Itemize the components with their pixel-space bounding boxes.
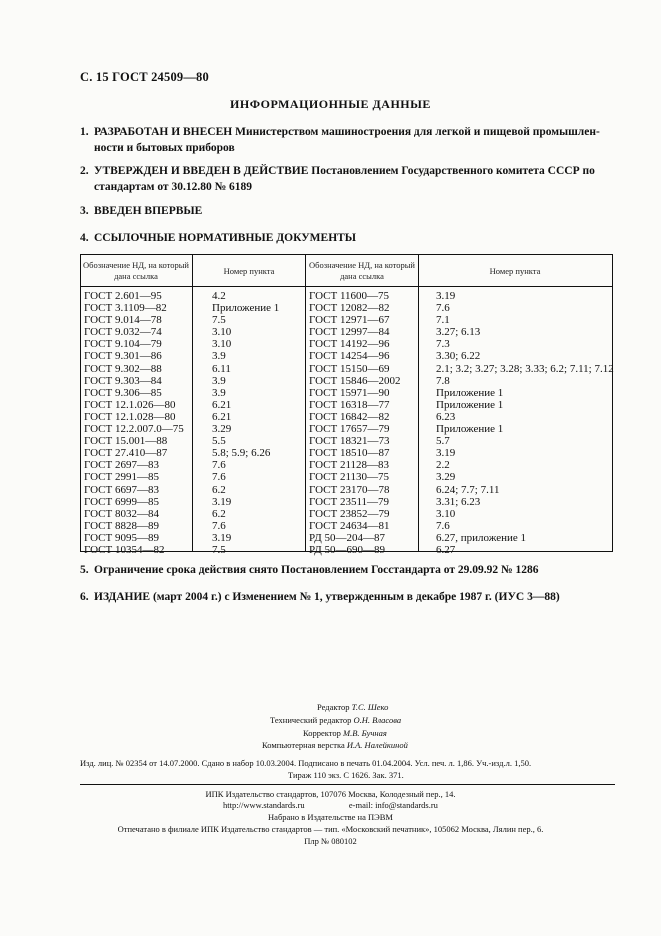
table-cell: ГОСТ 11600—75 bbox=[309, 290, 390, 302]
info-item-3 bbox=[80, 203, 620, 219]
table-cell: ГОСТ 23852—79 bbox=[309, 507, 390, 520]
table-cell: РД 50—204—87 bbox=[309, 531, 386, 544]
table-cell: 7.5 bbox=[212, 314, 226, 327]
table-column-left-doc bbox=[84, 290, 184, 556]
table-header-doc: Обозначение НД, на который дана ссылка bbox=[309, 260, 415, 281]
table-cell: РД 50—690—89 bbox=[309, 543, 386, 556]
table-cell: 3.31; 6.23 bbox=[436, 495, 481, 508]
table-header-clause: Номер пункта bbox=[489, 266, 541, 276]
publisher-contacts bbox=[0, 800, 661, 810]
table-cell: 7.6 bbox=[212, 471, 226, 484]
table-cell: ГОСТ 18321—73 bbox=[309, 435, 390, 448]
table-cell: 3.19 bbox=[212, 531, 232, 544]
table-divider-2 bbox=[305, 254, 306, 552]
table-column-right-doc bbox=[309, 290, 400, 556]
item-text-continued: ности и бытовых приборов bbox=[94, 142, 235, 154]
printing-house: Отпечатано в филиале ИПК Издательство стандартов — тип. «Московский печатник», 105062 Москва, Лялин пер., 6. bbox=[117, 824, 544, 834]
table-cell: 6.21 bbox=[212, 398, 232, 411]
table-top-rule bbox=[80, 254, 612, 255]
table-cell: 7.8 bbox=[436, 374, 450, 387]
table-cell: ГОСТ 21128—83 bbox=[309, 459, 390, 472]
item-number: 1. bbox=[80, 126, 89, 138]
table-cell: 3.29 bbox=[436, 471, 456, 484]
table-cell: ГОСТ 9.306—85 bbox=[84, 386, 162, 399]
table-cell: 3.27; 6.13 bbox=[436, 326, 481, 339]
credit-name: Т.С. Шеко bbox=[351, 702, 389, 712]
credit-proofreader bbox=[303, 728, 387, 738]
item-text: Ограничение срока действия снято Постановлением Госстандарта от 29.09.92 № 1286 bbox=[94, 564, 539, 576]
table-cell: ГОСТ 2991—85 bbox=[84, 471, 159, 484]
table-cell: ГОСТ 8828—89 bbox=[84, 519, 159, 532]
table-cell: 3.30; 6.22 bbox=[436, 350, 481, 363]
credit-name: И.А. Налейкиной bbox=[346, 740, 408, 750]
item-text: ИЗДАНИЕ (март 2004 г.) с Изменением № 1, утвержденным в декабре 1987 г. (ИУС 3—88) bbox=[94, 591, 560, 603]
table-cell: 4.2 bbox=[212, 290, 226, 302]
table-cell: 3.19 bbox=[212, 495, 232, 508]
table-cell: ГОСТ 14192—96 bbox=[309, 338, 390, 351]
table-cell: ГОСТ 23511—79 bbox=[309, 495, 390, 508]
item-text: РАЗРАБОТАН И ВНЕСЕН Министерством машиностроения для легкой и пищевой промышлен- bbox=[94, 126, 600, 138]
table-cell: ГОСТ 15846—2002 bbox=[309, 374, 401, 387]
table-cell: ГОСТ 12.2.007.0—75 bbox=[84, 423, 184, 436]
credit-name: М.В. Бучная bbox=[343, 728, 387, 738]
table-cell: 3.9 bbox=[212, 374, 226, 387]
table-cell: 5.7 bbox=[436, 435, 450, 448]
table-cell: 6.2 bbox=[212, 507, 226, 520]
table-cell: 5.5 bbox=[212, 435, 226, 448]
table-cell: ГОСТ 9095—89 bbox=[84, 531, 159, 544]
credit-role: Редактор bbox=[317, 702, 350, 712]
item-text: ССЫЛОЧНЫЕ НОРМАТИВНЫЕ ДОКУМЕНТЫ bbox=[94, 232, 357, 244]
license-number: Плр № 080102 bbox=[304, 836, 357, 846]
table-cell: 7.5 bbox=[212, 543, 226, 556]
table-cell: ГОСТ 16318—77 bbox=[309, 398, 390, 411]
table-cell: 7.1 bbox=[436, 314, 450, 327]
table-header-doc: Обозначение НД, на который дана ссылка bbox=[83, 260, 189, 281]
table-cell: Приложение 1 bbox=[212, 302, 280, 315]
info-item-4 bbox=[80, 230, 620, 246]
table-cell: ГОСТ 3.1109—82 bbox=[84, 302, 167, 315]
table-cell: ГОСТ 9.104—79 bbox=[84, 338, 162, 351]
table-cell: Приложение 1 bbox=[436, 386, 504, 399]
table-header-clause: Номер пункта bbox=[223, 266, 275, 276]
table-cell: ГОСТ 9.014—78 bbox=[84, 314, 162, 327]
table-cell: ГОСТ 6999—85 bbox=[84, 495, 159, 508]
table-cell: ГОСТ 9.301—86 bbox=[84, 350, 162, 363]
table-cell: ГОСТ 14254—96 bbox=[309, 350, 390, 363]
publisher-website: http://www.standards.ru bbox=[223, 800, 305, 810]
table-cell: 5.8; 5.9; 6.26 bbox=[212, 447, 271, 460]
item-text-continued: стандартам от 30.12.80 № 6189 bbox=[94, 181, 253, 193]
table-cell: ГОСТ 17657—79 bbox=[309, 423, 390, 436]
table-cell: 2.2 bbox=[436, 459, 450, 472]
table-cell: 3.9 bbox=[212, 350, 226, 363]
info-item-6 bbox=[80, 589, 620, 605]
table-cell: 7.6 bbox=[436, 519, 450, 532]
publisher-email: e-mail: info@standards.ru bbox=[348, 800, 438, 810]
table-cell: 3.29 bbox=[212, 423, 232, 436]
table-cell: Приложение 1 bbox=[436, 423, 504, 436]
credit-layout bbox=[262, 740, 408, 750]
table-cell: 6.27, приложение 1 bbox=[436, 531, 526, 544]
table-cell: 3.10 bbox=[212, 326, 232, 339]
item-number: 5. bbox=[80, 564, 89, 576]
table-cell: ГОСТ 12.1.026—80 bbox=[84, 398, 176, 411]
table-cell: ГОСТ 12.1.028—80 bbox=[84, 410, 176, 423]
credit-name: О.Н. Власова bbox=[353, 715, 402, 725]
page-header: С. 15 ГОСТ 24509—80 bbox=[80, 70, 209, 84]
table-cell: ГОСТ 21130—75 bbox=[309, 471, 390, 484]
table-divider-1 bbox=[192, 254, 193, 552]
table-cell: 6.23 bbox=[436, 410, 456, 423]
table-cell: ГОСТ 24634—81 bbox=[309, 519, 390, 532]
credit-tech-editor bbox=[270, 715, 401, 725]
table-cell: ГОСТ 27.410—87 bbox=[84, 447, 168, 460]
item-number: 6. bbox=[80, 591, 89, 603]
table-cell: 7.6 bbox=[212, 459, 226, 472]
table-divider-3 bbox=[418, 254, 419, 552]
section-title: ИНФОРМАЦИОННЫЕ ДАННЫЕ bbox=[230, 97, 431, 111]
item-number: 4. bbox=[80, 232, 89, 244]
info-item-5 bbox=[80, 562, 620, 578]
table-cell: 6.2 bbox=[212, 483, 226, 496]
table-cell: ГОСТ 12997—84 bbox=[309, 326, 390, 339]
item-text: УТВЕРЖДЕН И ВВЕДЕН В ДЕЙСТВИЕ Постановлением Государственного комитета СССР по bbox=[94, 165, 595, 177]
item-text: ВВЕДЕН ВПЕРВЫЕ bbox=[94, 205, 203, 217]
table-cell: ГОСТ 6697—83 bbox=[84, 483, 159, 496]
table-cell: 3.9 bbox=[212, 386, 226, 399]
table-cell: ГОСТ 15971—90 bbox=[309, 386, 390, 399]
table-cell: 7.6 bbox=[212, 519, 226, 532]
imprint-divider bbox=[80, 784, 615, 785]
table-border-left bbox=[80, 254, 81, 552]
credit-editor bbox=[317, 702, 388, 712]
table-cell: 6.27 bbox=[436, 543, 456, 556]
table-cell: ГОСТ 9.302—88 bbox=[84, 362, 162, 375]
table-cell: 3.19 bbox=[436, 447, 456, 460]
info-item-1 bbox=[80, 124, 620, 156]
table-cell: ГОСТ 8032—84 bbox=[84, 507, 159, 520]
table-cell: 7.6 bbox=[436, 302, 450, 315]
table-cell: Приложение 1 bbox=[436, 398, 504, 411]
table-cell: ГОСТ 23170—78 bbox=[309, 483, 390, 496]
table-column-right-clause bbox=[436, 290, 614, 556]
table-column-left-clause bbox=[212, 290, 279, 556]
table-cell: ГОСТ 2.601—95 bbox=[84, 290, 162, 302]
table-cell: ГОСТ 9.303—84 bbox=[84, 374, 162, 387]
imprint-line-2: Тираж 110 экз. С 1626. Зак. 371. bbox=[288, 770, 404, 780]
table-cell: ГОСТ 10354—82 bbox=[84, 543, 165, 556]
typeset-note: Набрано в Издательстве на ПЭВМ bbox=[268, 812, 393, 822]
table-cell: 3.10 bbox=[436, 507, 456, 520]
table-cell: 6.21 bbox=[212, 410, 232, 423]
table-cell: ГОСТ 18510—87 bbox=[309, 447, 390, 460]
table-cell: ГОСТ 15.001—88 bbox=[84, 435, 168, 448]
imprint-line-1: Изд. лиц. № 02354 от 14.07.2000. Сдано в набор 10.03.2004. Подписано в печать 01.04.2004. Усл. печ. л. 1,86. Уч.-изд.л. 1,50. bbox=[80, 758, 532, 768]
publisher-address: ИПК Издательство стандартов, 107076 Москва, Колодезный пер., 14. bbox=[205, 789, 456, 799]
item-number: 2. bbox=[80, 165, 89, 177]
credit-role: Технический редактор bbox=[270, 715, 352, 725]
table-cell: ГОСТ 15150—69 bbox=[309, 362, 390, 375]
credit-role: Компьютерная верстка bbox=[262, 740, 345, 750]
table-cell: 6.24; 7.7; 7.11 bbox=[436, 483, 500, 496]
table-cell: ГОСТ 16842—82 bbox=[309, 410, 390, 423]
table-header-rule bbox=[80, 286, 612, 287]
table-cell: 3.10 bbox=[212, 338, 232, 351]
table-cell: 7.3 bbox=[436, 338, 450, 351]
info-item-2 bbox=[80, 163, 620, 195]
table-cell: 3.19 bbox=[436, 290, 456, 302]
table-cell: 2.1; 3.2; 3.27; 3.28; 3.33; 6.2; 7.11; 7.12 bbox=[436, 362, 614, 375]
table-cell: ГОСТ 12971—67 bbox=[309, 314, 390, 327]
item-number: 3. bbox=[80, 205, 89, 217]
table-cell: ГОСТ 12082—82 bbox=[309, 302, 390, 315]
table-cell: ГОСТ 2697—83 bbox=[84, 459, 159, 472]
table-cell: 6.11 bbox=[212, 362, 231, 375]
table-cell: ГОСТ 9.032—74 bbox=[84, 326, 162, 339]
credit-role: Корректор bbox=[303, 728, 341, 738]
